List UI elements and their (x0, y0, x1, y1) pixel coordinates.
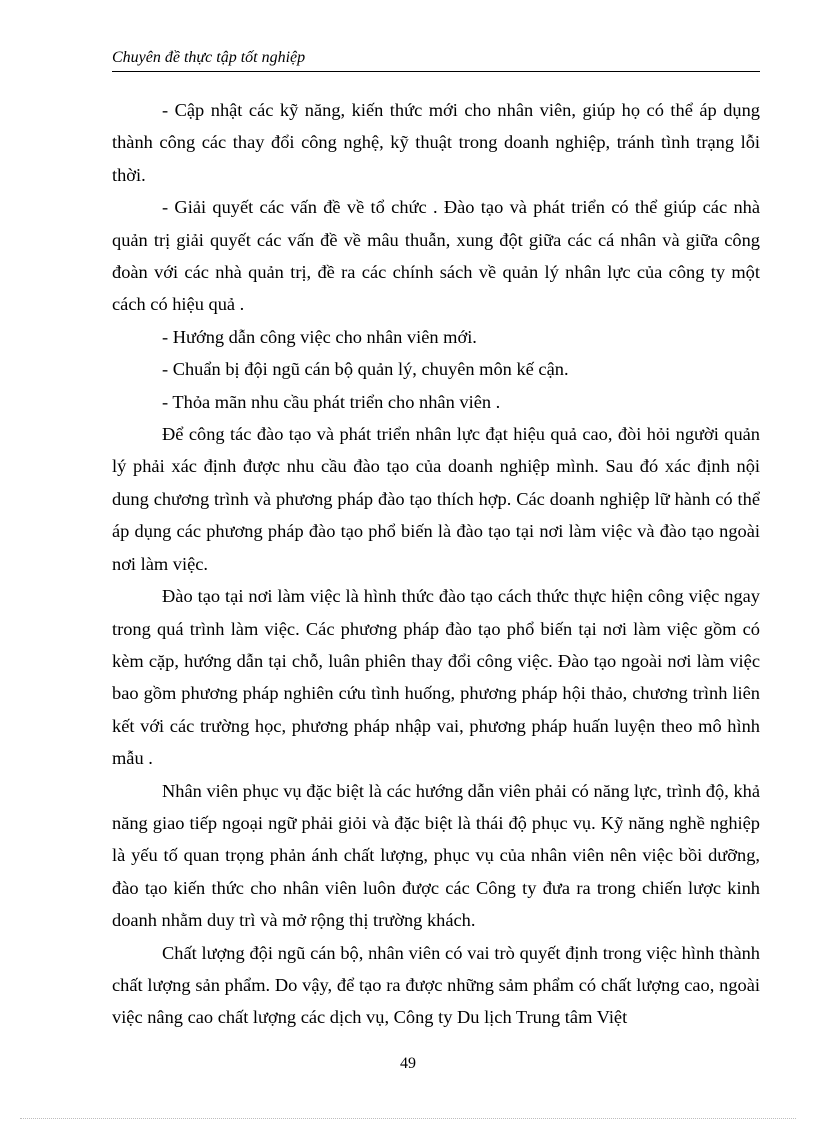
paragraph-staff-quality: Chất lượng đội ngũ cán bộ, nhân viên có vai trò quyết định trong việc hình thành chất lượng sản phẩm. Do vậy, để tạo ra được những sảm phẩm có chất lượng cao, ngoài việc nâng cao chất lượng các dịch vụ, Công ty Du lịch Trung tâm Việt (112, 942, 760, 1028)
paragraph-successor-staff: - Chuẩn bị đội ngũ cán bộ quản lý, chuyên môn kế cận. (162, 359, 569, 380)
paragraph-new-employee-guidance: - Hướng dẫn công việc cho nhân viên mới. (162, 326, 477, 347)
paragraph-service-staff: Nhân viên phục vụ đặc biệt là các hướng dẫn viên phải có năng lực, trình độ, khả năng giao tiếp ngoại ngữ phải giỏi và đặc biệt là thái độ phục vụ. Kỹ năng nghề nghiệp là yếu tố quan trọng phản ánh chất lượng, phục vụ của nhân viên nên việc bồi dưỡng, đào tạo kiến thức cho nhân viên luôn được các Công ty đưa ra trong chiến lược kinh doanh nhằm duy trì và mở rộng thị trường khách. (112, 780, 760, 931)
paragraph-on-the-job-training: Đào tạo tại nơi làm việc là hình thức đào tạo cách thức thực hiện công việc ngay trong quá trình làm việc. Các phương pháp đào tạo phổ biến tại nơi làm việc gồm có kèm cặp, hướng dẫn tại chỗ, luân phiên thay đổi công việc. Đào tạo ngoài nơi làm việc bao gồm phương pháp nghiên cứu tình huống, phương pháp hội thảo, chương trình liên kết với các trường học, phương pháp nhập vai, phương pháp huấn luyện theo mô hình mẫu . (112, 586, 760, 769)
running-header: Chuyên đề thực tập tốt nghiệp (112, 49, 306, 66)
body-text (112, 94, 760, 1034)
paragraph-training-effectiveness: Để công tác đào tạo và phát triển nhân lực đạt hiệu quả cao, đòi hỏi người quản lý phải xác định được nhu cầu đào tạo của doanh nghiệp mình. Sau đó xác định nội dung chương trình và phương pháp đào tạo thích hợp. Các doanh nghiệp lữ hành có thể áp dụng các phương pháp đào tạo phổ biến là đào tạo tại nơi làm việc và đào tạo ngoài nơi làm việc. (112, 424, 760, 574)
page-bottom-border (20, 1118, 796, 1119)
paragraph-organizational-issues: - Giải quyết các vấn đề về tổ chức . Đào tạo và phát triển có thể giúp các nhà quản trị giải quyết các vấn đề về mâu thuẫn, xung đột giữa các cá nhân và giữa công đoàn với các nhà quản trị, đề ra các chính sách về quản lý nhân lực của công ty một cách có hiệu quả . (112, 197, 760, 315)
paragraph-update-skills: - Cập nhật các kỹ năng, kiến thức mới cho nhân viên, giúp họ có thể áp dụng thành công các thay đổi công nghệ, kỹ thuật trong doanh nghiệp, tránh tình trạng lỗi thời. (112, 100, 760, 185)
page-number: 49 (400, 1055, 416, 1072)
header-divider (112, 71, 760, 72)
paragraph-development-needs: - Thỏa mãn nhu cầu phát triển cho nhân viên . (162, 391, 501, 412)
